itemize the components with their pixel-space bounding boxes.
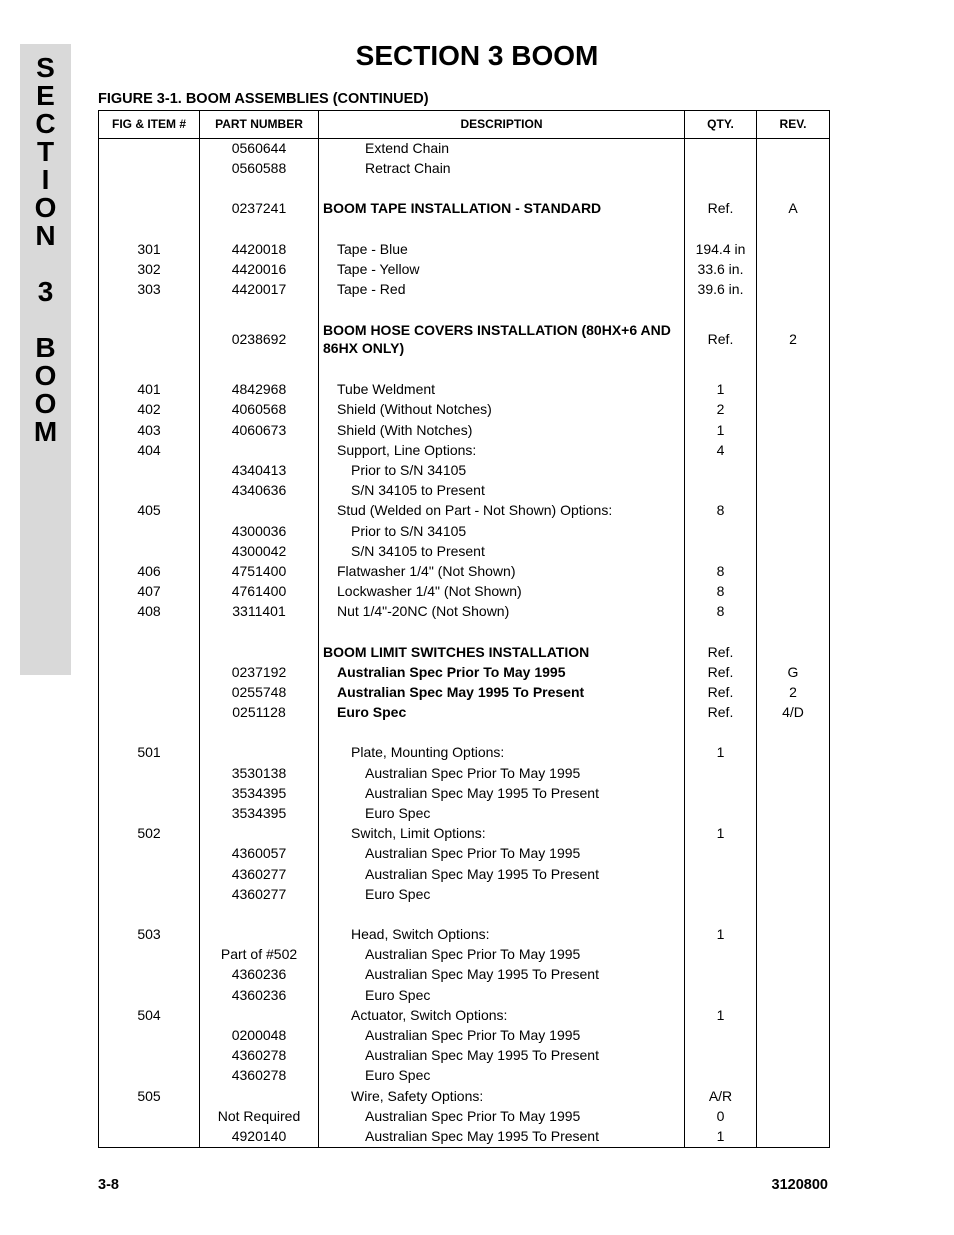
part-number-cell: 4300036: [231, 522, 287, 539]
table-row: [99, 198, 829, 218]
item-number-cell: 503: [137, 926, 161, 942]
revision-cell: [757, 742, 829, 762]
table-row: [99, 803, 829, 823]
item-number-cell: [99, 763, 199, 783]
table-row: [99, 985, 829, 1005]
column-header-description: DESCRIPTION: [460, 117, 543, 131]
page-title: SECTION 3 BOOM: [355, 40, 599, 71]
item-number-cell: [99, 1126, 199, 1146]
part-number-cell: 4300042: [231, 542, 287, 559]
item-number-cell: [99, 521, 199, 541]
part-number-cell: 0255748: [231, 684, 287, 700]
table-header: [99, 111, 829, 139]
revision-cell: [757, 521, 829, 541]
part-number-cell: 0237192: [231, 663, 287, 680]
revision-cell: 4/D: [782, 704, 804, 721]
revision-cell: [757, 1065, 829, 1085]
revision-cell: [757, 843, 829, 863]
part-number-cell: 0560588: [231, 160, 287, 177]
item-number-cell: [99, 682, 199, 702]
item-number-cell: [99, 198, 199, 218]
table-row: [99, 864, 829, 884]
part-number-cell: 4420017: [231, 281, 287, 297]
quantity-cell: 0: [716, 1107, 725, 1124]
quantity-cell: 1: [716, 926, 725, 942]
part-number-cell: [200, 924, 318, 944]
quantity-cell: 1: [716, 421, 725, 438]
item-number-cell: [99, 138, 199, 158]
revision-cell: [757, 601, 829, 621]
part-number-cell: [200, 742, 318, 762]
description-cell: BOOM LIMIT SWITCHES INSTALLATION: [323, 643, 590, 660]
part-number-cell: 4920140: [231, 1128, 287, 1144]
revision-cell: [757, 1005, 829, 1025]
revision-cell: [757, 1106, 829, 1126]
table-row: [99, 1045, 829, 1065]
revision-cell: [757, 460, 829, 480]
description-cell: Tape - Blue: [337, 240, 408, 257]
quantity-cell: 8: [716, 583, 725, 600]
revision-cell: [757, 783, 829, 803]
revision-cell: [757, 279, 829, 299]
figure-title: FIGURE 3-1. BOOM ASSEMBLIES (CONTINUED): [98, 91, 429, 107]
quantity-cell: [685, 480, 756, 500]
quantity-cell: 1: [716, 1128, 725, 1144]
description-cell: Retract Chain: [365, 160, 451, 177]
quantity-cell: [685, 884, 756, 904]
description-cell: Euro Spec: [365, 986, 431, 1003]
item-number-cell: 303: [137, 281, 161, 297]
quantity-cell: 8: [716, 563, 725, 579]
description-cell: Prior to S/N 34105: [351, 462, 467, 478]
item-number-cell: 404: [137, 441, 161, 458]
part-number-cell: 4340413: [231, 462, 287, 478]
quantity-cell: 1: [716, 1006, 725, 1023]
table-row: [99, 561, 829, 581]
quantity-cell: [685, 1045, 756, 1065]
quantity-cell: Ref.: [707, 331, 734, 348]
table-row: [99, 460, 829, 480]
part-number-cell: 0560644: [231, 140, 287, 156]
quantity-cell: 8: [716, 603, 725, 620]
part-number-cell: 4751400: [231, 563, 287, 579]
table-row: [99, 823, 829, 843]
revision-cell: [757, 420, 829, 440]
item-number-cell: [99, 158, 199, 178]
revision-cell: [757, 1126, 829, 1146]
table-row: [99, 742, 829, 762]
revision-cell: [757, 158, 829, 178]
item-number-cell: [99, 319, 199, 359]
description-cell: Australian Spec May 1995 To Present: [365, 1128, 599, 1144]
part-number-cell: 0200048: [231, 1027, 287, 1043]
description-cell: Flatwasher 1/4" (Not Shown): [337, 563, 516, 579]
item-number-cell: [99, 480, 199, 500]
side-tab-letter: O: [34, 360, 57, 391]
quantity-cell: Ref.: [707, 663, 734, 680]
description-cell: S/N 34105 to Present: [351, 482, 485, 499]
item-number-cell: [99, 642, 199, 662]
part-number-cell: [200, 500, 318, 520]
item-number-cell: 504: [137, 1006, 161, 1023]
parts-table: [98, 110, 830, 1148]
item-number-cell: [99, 1045, 199, 1065]
description-cell: Australian Spec Prior To May 1995: [337, 663, 566, 680]
description-cell: Stud (Welded on Part - Not Shown) Options:: [337, 502, 613, 519]
revision-cell: [757, 399, 829, 419]
table-row: [99, 1086, 829, 1106]
item-number-cell: 407: [137, 583, 161, 600]
quantity-cell: 39.6 in.: [697, 281, 744, 297]
revision-cell: 2: [789, 331, 797, 348]
part-number-cell: Not Required: [217, 1107, 301, 1124]
item-number-cell: 405: [137, 502, 161, 519]
item-number-cell: [99, 864, 199, 884]
description-cell: Australian Spec May 1995 To Present: [337, 684, 585, 700]
description-cell: Australian Spec Prior To May 1995: [365, 764, 581, 781]
part-number-cell: 4360057: [231, 845, 287, 862]
part-number-cell: 4060673: [231, 421, 287, 438]
revision-cell: [757, 1025, 829, 1045]
table-row: [99, 964, 829, 984]
item-number-cell: 502: [137, 825, 161, 842]
quantity-cell: Ref.: [707, 704, 734, 721]
quantity-cell: [685, 944, 756, 964]
table-row: [99, 581, 829, 601]
section-side-tab: [20, 44, 71, 675]
description-cell: BOOM HOSE COVERS INSTALLATION (80HX+6 AND 86HX ONLY): [323, 322, 671, 357]
quantity-cell: [685, 460, 756, 480]
quantity-cell: [685, 843, 756, 863]
part-number-cell: 0238692: [231, 331, 287, 348]
part-number-cell: 4360278: [231, 1067, 287, 1084]
part-number-cell: 4360236: [231, 986, 287, 1003]
side-tab-letter: M: [33, 416, 58, 447]
table-row: [99, 662, 829, 682]
quantity-cell: [685, 964, 756, 984]
item-number-cell: [99, 460, 199, 480]
description-cell: Australian Spec May 1995 To Present: [365, 784, 599, 801]
revision-cell: [757, 581, 829, 601]
item-number-cell: [99, 783, 199, 803]
description-cell: Tube Weldment: [337, 381, 436, 398]
item-number-cell: [99, 944, 199, 964]
description-cell: Tape - Yellow: [337, 260, 420, 277]
item-number-cell: 301: [137, 240, 161, 257]
table-row: [99, 279, 829, 299]
revision-cell: [757, 642, 829, 662]
description-cell: Plate, Mounting Options:: [351, 744, 505, 761]
part-number-cell: 0251128: [232, 704, 286, 721]
description-cell: Switch, Limit Options:: [351, 825, 486, 842]
item-number-cell: [99, 884, 199, 904]
quantity-cell: [685, 1065, 756, 1085]
quantity-cell: Ref.: [707, 200, 734, 217]
part-number-cell: 4420018: [231, 240, 287, 257]
revision-cell: [757, 944, 829, 964]
quantity-cell: [685, 783, 756, 803]
description-cell: Australian Spec Prior To May 1995: [365, 1027, 581, 1043]
description-cell: Prior to S/N 34105: [351, 522, 467, 539]
table-row: [99, 138, 829, 158]
side-tab-letter: O: [34, 192, 57, 223]
part-number-cell: 4340636: [231, 482, 287, 499]
table-row: [99, 763, 829, 783]
quantity-cell: [685, 985, 756, 1005]
side-tab-letter: C: [35, 108, 56, 139]
item-number-cell: [99, 1106, 199, 1126]
side-tab-letter: E: [36, 80, 55, 111]
table-row: [99, 500, 829, 520]
item-number-cell: [99, 803, 199, 823]
quantity-cell: [685, 158, 756, 178]
revision-cell: [757, 541, 829, 561]
table-row: [99, 783, 829, 803]
part-number-cell: [200, 823, 318, 843]
side-tab-letter: S: [36, 52, 55, 83]
revision-cell: [757, 500, 829, 520]
table-row: [99, 319, 829, 359]
table-row: [99, 1005, 829, 1025]
item-number-cell: [99, 964, 199, 984]
item-number-cell: [99, 1025, 199, 1045]
table-row: [99, 702, 829, 722]
part-number-cell: 4842968: [231, 381, 287, 398]
table-row: [99, 521, 829, 541]
description-cell: S/N 34105 to Present: [351, 542, 485, 559]
revision-cell: [757, 1086, 829, 1106]
page-number: 3-8: [98, 1177, 119, 1193]
table-row: [99, 601, 829, 621]
item-number-cell: 401: [137, 381, 161, 398]
table-row: [99, 944, 829, 964]
table-row: [99, 420, 829, 440]
table-row: [99, 843, 829, 863]
description-cell: Tape - Red: [337, 281, 406, 297]
document-number: 3120800: [771, 1177, 828, 1193]
table-row: [99, 440, 829, 460]
quantity-cell: [685, 138, 756, 158]
quantity-cell: 8: [716, 502, 725, 519]
item-number-cell: [99, 541, 199, 561]
part-number-cell: 4761400: [231, 583, 287, 600]
table-row: [99, 239, 829, 259]
quantity-cell: [685, 864, 756, 884]
revision-cell: [757, 763, 829, 783]
side-tab-letter: I: [41, 164, 50, 195]
description-cell: Extend Chain: [365, 140, 450, 156]
item-number-cell: 501: [137, 744, 161, 761]
table-row: [99, 1106, 829, 1126]
revision-cell: [757, 440, 829, 460]
column-header-qty: QTY.: [707, 117, 734, 131]
quantity-cell: [685, 1025, 756, 1045]
description-cell: Shield (With Notches): [337, 421, 473, 438]
description-cell: Euro Spec: [365, 885, 431, 902]
table-row: [99, 642, 829, 662]
item-number-cell: [99, 843, 199, 863]
quantity-cell: [685, 541, 756, 561]
quantity-cell: 194.4 in: [695, 240, 746, 257]
revision-cell: [757, 239, 829, 259]
table-row: [99, 399, 829, 419]
column-header-part: PART NUMBER: [215, 117, 303, 131]
item-number-cell: 302: [137, 260, 161, 277]
item-number-cell: 406: [137, 563, 161, 579]
revision-cell: A: [788, 200, 798, 217]
part-number-cell: [200, 642, 318, 662]
revision-cell: G: [787, 663, 799, 680]
table-row: [99, 379, 829, 399]
table-row: [99, 158, 829, 178]
revision-cell: [757, 924, 829, 944]
description-cell: BOOM TAPE INSTALLATION - STANDARD: [323, 200, 602, 217]
quantity-cell: 2: [716, 401, 725, 418]
column-header-rev: REV.: [779, 117, 807, 131]
part-number-cell: [200, 440, 318, 460]
quantity-cell: 1: [716, 381, 725, 398]
description-cell: Australian Spec May 1995 To Present: [365, 966, 599, 983]
part-number-cell: 4360278: [231, 1047, 287, 1064]
item-number-cell: [99, 985, 199, 1005]
side-tab-letter: N: [35, 220, 56, 251]
item-number-cell: [99, 702, 199, 722]
table-row: [99, 1065, 829, 1085]
description-cell: Wire, Safety Options:: [351, 1087, 484, 1104]
part-number-cell: 3534395: [231, 805, 287, 821]
description-cell: Australian Spec Prior To May 1995: [365, 946, 581, 963]
description-cell: Euro Spec: [365, 805, 431, 821]
part-number-cell: 4360236: [231, 966, 287, 983]
quantity-cell: 1: [716, 744, 725, 761]
item-number-cell: 505: [137, 1087, 161, 1104]
item-number-cell: 408: [137, 603, 161, 620]
description-cell: Australian Spec Prior To May 1995: [365, 845, 581, 862]
description-cell: Shield (Without Notches): [337, 401, 492, 418]
table-row: [99, 480, 829, 500]
table-row: [99, 1025, 829, 1045]
part-number-cell: 0237241: [231, 200, 287, 217]
revision-cell: [757, 985, 829, 1005]
description-cell: Euro Spec: [365, 1067, 431, 1084]
description-cell: Actuator, Switch Options:: [351, 1006, 508, 1023]
part-number-cell: 3534395: [231, 784, 287, 801]
part-number-cell: 4360277: [231, 885, 287, 902]
part-number-cell: [200, 1086, 318, 1106]
part-number-cell: 4060568: [231, 401, 287, 418]
item-number-cell: [99, 1065, 199, 1085]
quantity-cell: [685, 763, 756, 783]
revision-cell: [757, 884, 829, 904]
revision-cell: [757, 823, 829, 843]
column-header-item: FIG & ITEM #: [111, 117, 186, 131]
revision-cell: [757, 480, 829, 500]
side-tab-letter: O: [34, 388, 57, 419]
revision-cell: 2: [789, 684, 797, 700]
table-row: [99, 541, 829, 561]
part-number-cell: 3530138: [231, 764, 287, 781]
table-row: [99, 1126, 829, 1146]
description-cell: Australian Spec May 1995 To Present: [365, 865, 599, 882]
item-number-cell: [99, 662, 199, 682]
quantity-cell: 33.6 in.: [697, 260, 744, 277]
description-cell: Support, Line Options:: [337, 441, 477, 458]
description-cell: Lockwasher 1/4" (Not Shown): [337, 583, 522, 600]
table-row: [99, 884, 829, 904]
quantity-cell: Ref.: [707, 643, 734, 660]
side-tab-letter: B: [35, 332, 56, 363]
revision-cell: [757, 379, 829, 399]
part-number-cell: [200, 1005, 318, 1025]
quantity-cell: [685, 803, 756, 823]
quantity-cell: 4: [716, 441, 725, 458]
description-cell: Australian Spec Prior To May 1995: [365, 1107, 581, 1124]
quantity-cell: 1: [716, 825, 725, 842]
item-number-cell: 402: [137, 401, 161, 418]
revision-cell: [757, 803, 829, 823]
quantity-cell: [685, 521, 756, 541]
revision-cell: [757, 864, 829, 884]
revision-cell: [757, 964, 829, 984]
revision-cell: [757, 138, 829, 158]
quantity-cell: Ref.: [707, 684, 734, 700]
description-cell: Nut 1/4"-20NC (Not Shown): [337, 603, 510, 620]
part-number-cell: 3311401: [232, 603, 286, 620]
revision-cell: [757, 259, 829, 279]
side-tab-letter: T: [36, 136, 55, 167]
part-number-cell: 4420016: [231, 260, 287, 277]
part-number-cell: Part of #502: [220, 946, 298, 963]
description-cell: Australian Spec May 1995 To Present: [365, 1047, 599, 1064]
description-cell: Head, Switch Options:: [351, 926, 490, 942]
side-tab-letter: 3: [37, 276, 54, 307]
part-number-cell: 4360277: [231, 865, 287, 882]
table-row: [99, 259, 829, 279]
quantity-cell: A/R: [708, 1087, 733, 1104]
revision-cell: [757, 1045, 829, 1065]
item-number-cell: 403: [137, 421, 161, 438]
revision-cell: [757, 561, 829, 581]
description-cell: Euro Spec: [337, 704, 407, 721]
table-row: [99, 682, 829, 702]
table-row: [99, 924, 829, 944]
